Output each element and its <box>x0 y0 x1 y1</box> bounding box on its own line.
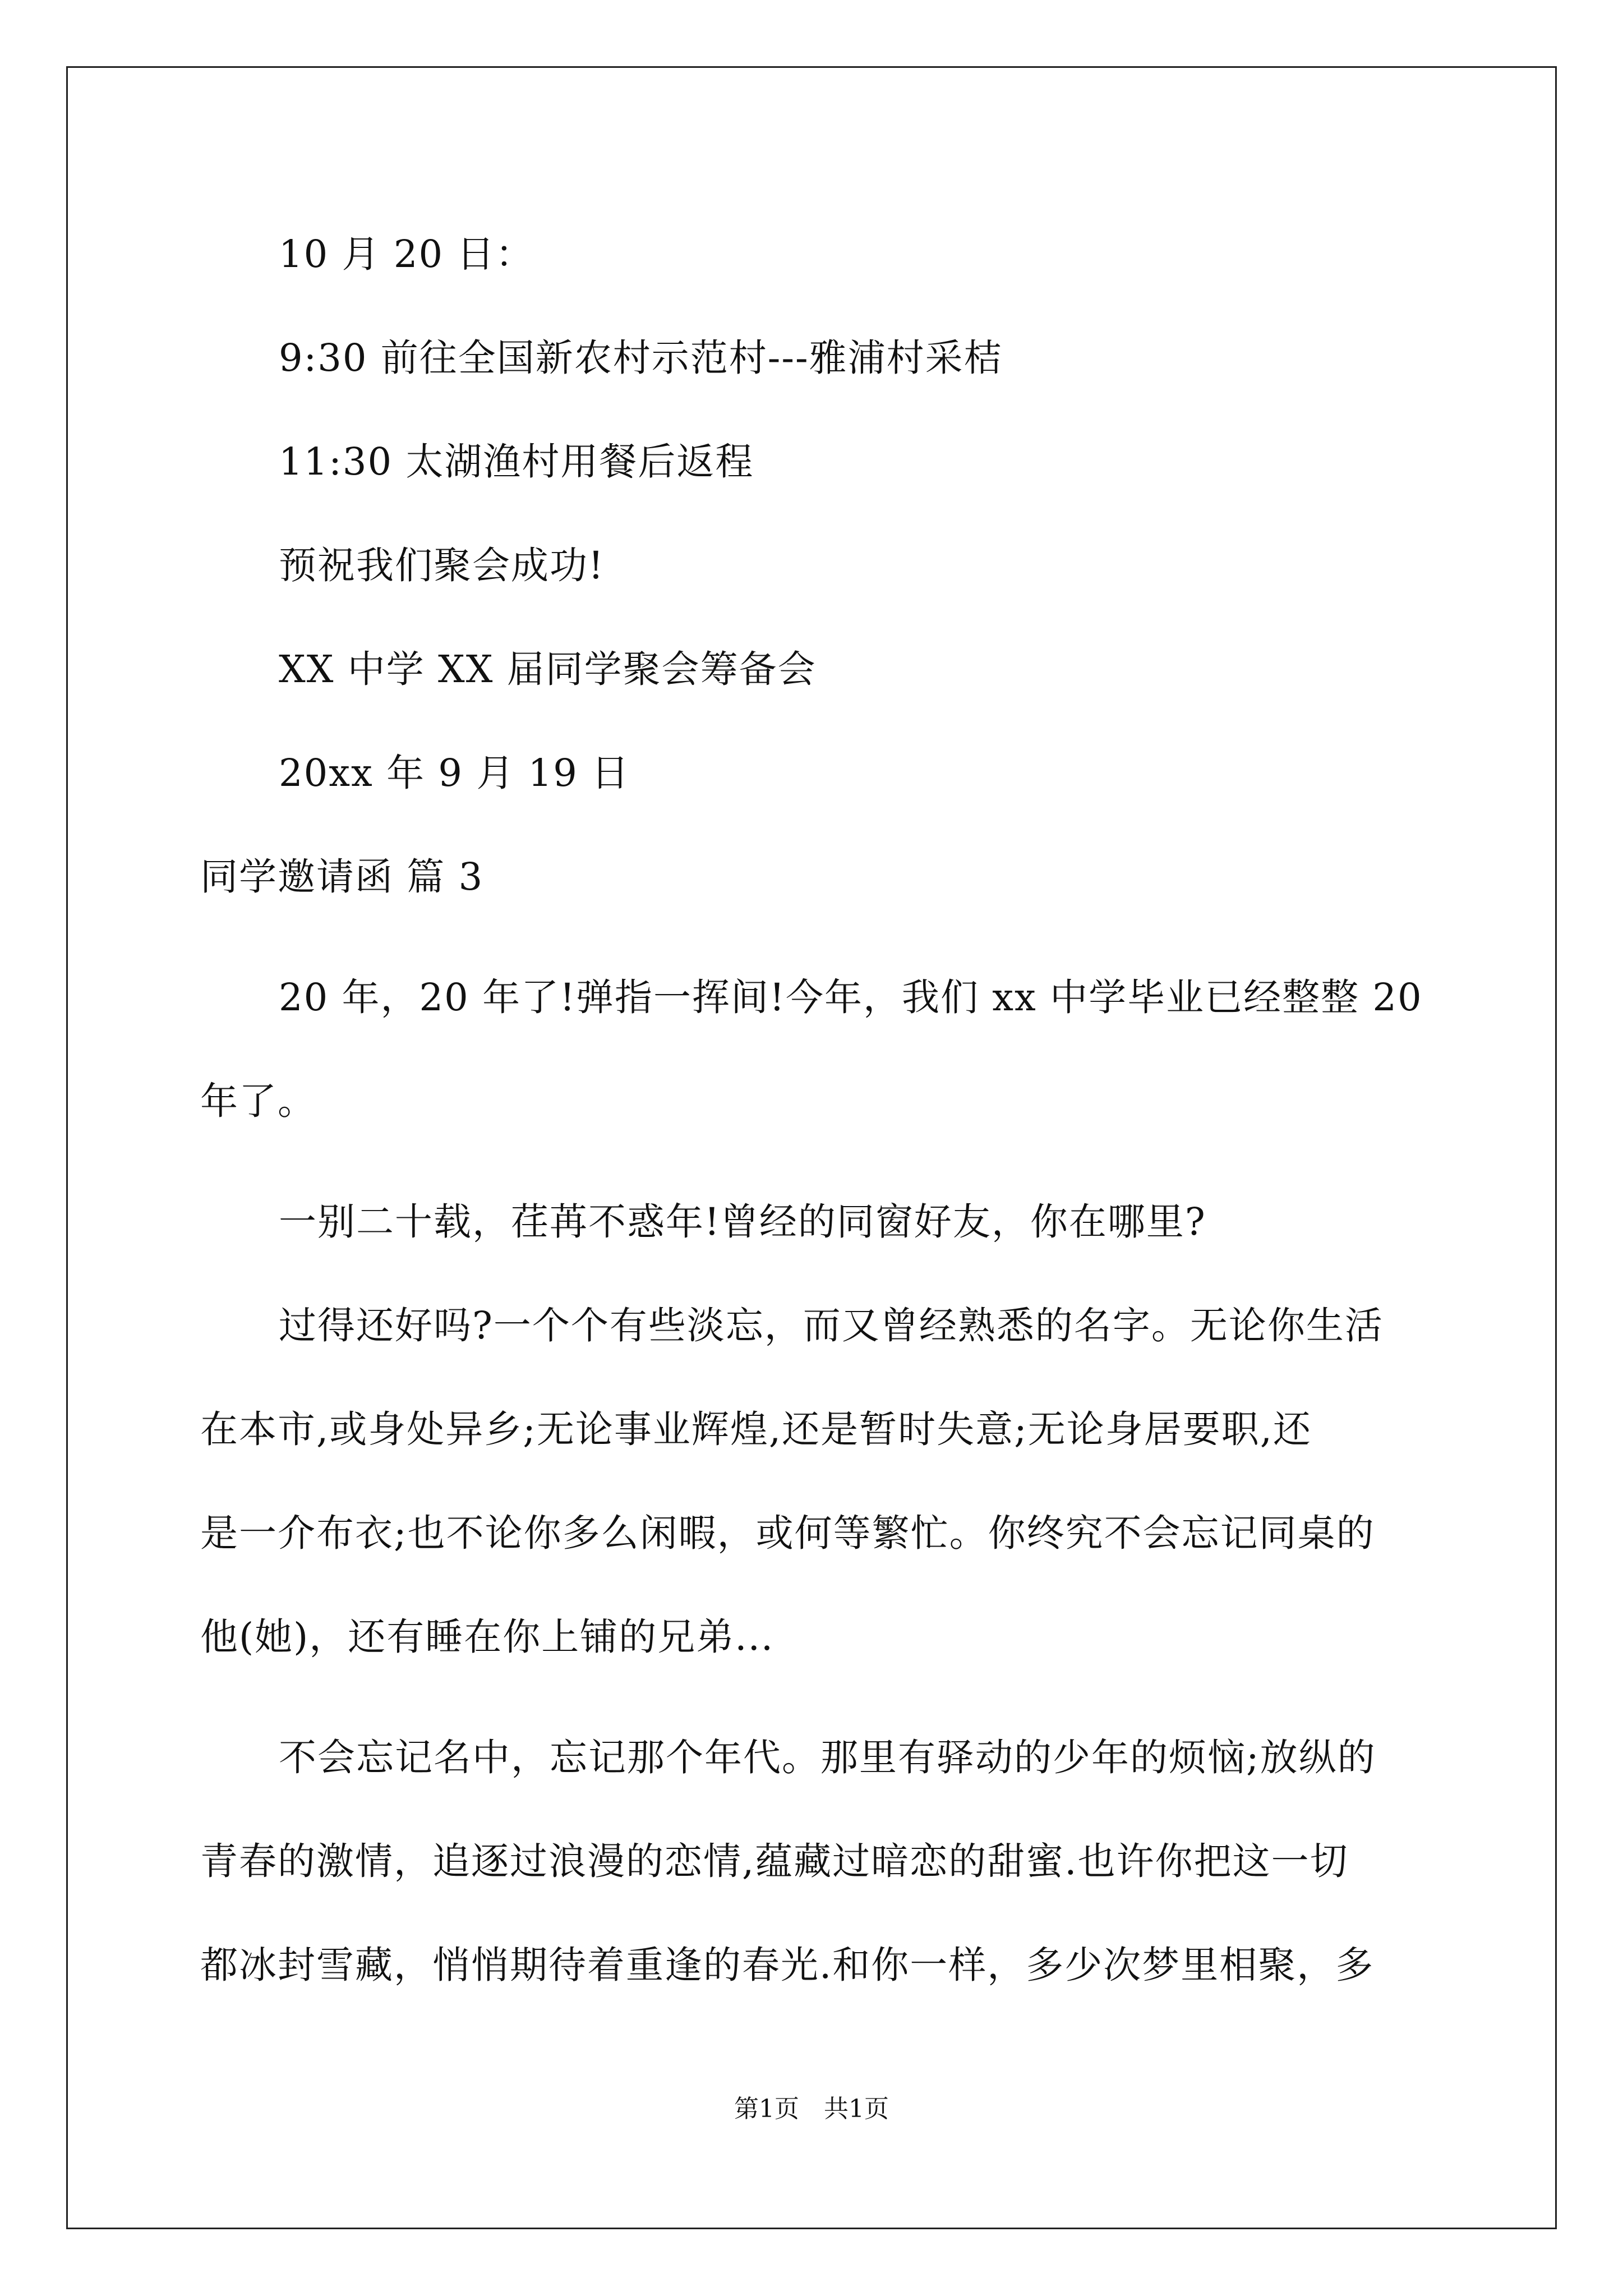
signature-organizer: XX 中学 XX 届同学聚会筹备会 <box>279 647 817 691</box>
closing-wish: 预祝我们聚会成功! <box>279 544 605 587</box>
paragraph-line: 一别二十载，荏苒不惑年!曾经的同窗好友，你在哪里? <box>279 1200 1206 1244</box>
page-border <box>66 66 1557 2229</box>
paragraph-line: 不会忘记名中，忘记那个年代。那里有驿动的少年的烦恼;放纵的 <box>279 1736 1376 1779</box>
paragraph-line: 年了。 <box>200 1079 316 1123</box>
page-footer: 第1页 共1页 <box>734 2095 889 2123</box>
section-heading: 同学邀请函 篇 3 <box>200 855 484 899</box>
paragraph-line: 在本市,或身处异乡;无论事业辉煌,还是暂时失意;无论身居要职,还 <box>200 1407 1312 1451</box>
paragraph-line: 都冰封雪藏，悄悄期待着重逢的春光.和你一样，多少次梦里相聚，多 <box>200 1943 1375 1987</box>
schedule-item-1130: 11:30 太湖渔村用餐后返程 <box>279 440 754 484</box>
schedule-date: 10 月 20 日： <box>279 232 534 276</box>
schedule-item-930: 9:30 前往全国新农村示范村---雅浦村采桔 <box>279 336 1003 380</box>
paragraph-line: 他(她)，还有睡在你上铺的兄弟... <box>200 1615 774 1659</box>
signature-date: 20xx 年 9 月 19 日 <box>279 751 630 795</box>
paragraph-line: 过得还好吗?一个个有些淡忘，而又曾经熟悉的名字。无论你生活 <box>279 1304 1384 1347</box>
paragraph-line: 青春的激情，追逐过浪漫的恋情,蕴藏过暗恋的甜蜜.也许你把这一切 <box>200 1839 1349 1883</box>
paragraph-line: 是一介布衣;也不论你多么闲暇，或何等繁忙。你终究不会忘记同桌的 <box>200 1511 1375 1555</box>
paragraph-line: 20 年，20 年了!弹指一挥间!今年，我们 xx 中学毕业已经整整 20 <box>279 976 1423 1019</box>
